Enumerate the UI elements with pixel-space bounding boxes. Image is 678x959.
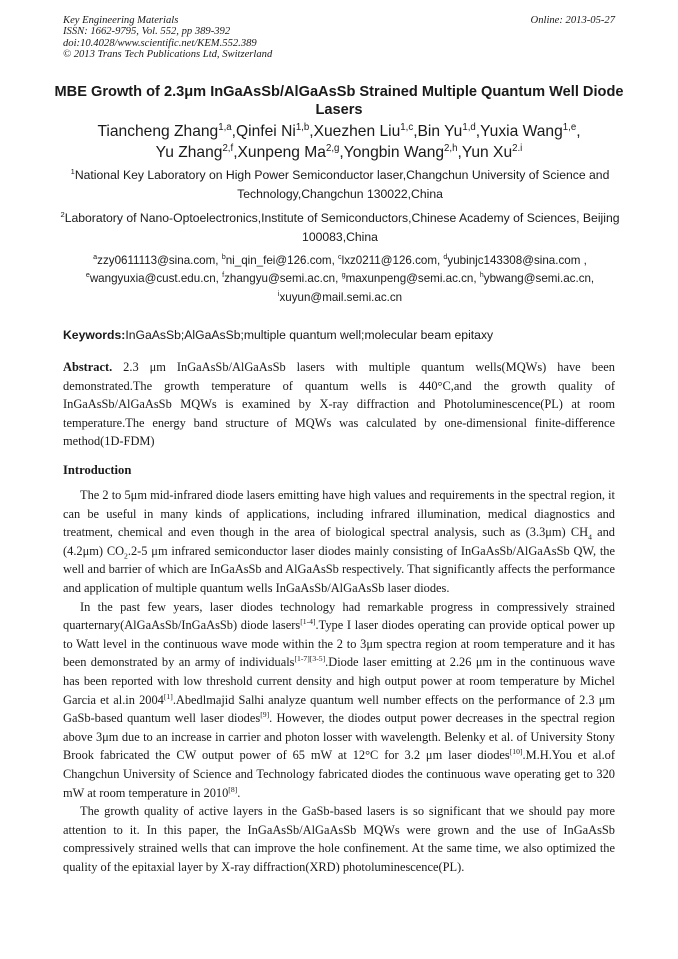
- email-address: zhangyu@semi.ac.cn,: [224, 272, 342, 286]
- author-affiliation-marker: 1,e: [562, 121, 577, 133]
- paragraph: [63, 802, 615, 876]
- author-affiliation-marker: 1,c: [400, 121, 414, 133]
- author-separator: ,: [339, 144, 344, 161]
- email-list: [55, 252, 625, 307]
- paragraph-text: .2-5 μm infrared semiconductor laser diodes mainly consisting of InGaAsSb/AlGaAsSb QW, the well and barrier of which are InGaAsSb and AlGaAsSb respectively. That significantly affects the performance and application of multiple quantum wells InGaAsSb/AlGaAsSb laser diodes.: [63, 543, 615, 595]
- affiliation-1-marker: 1: [70, 166, 75, 176]
- author-name: Xunpeng Ma: [237, 144, 326, 161]
- keywords: [63, 327, 615, 343]
- author-separator: ,: [576, 123, 581, 140]
- affiliation-2-text: Laboratory of Nano-Optoelectronics,Institute of Semiconductors,Chinese Academy of Sciences, Beijing 100083,China: [64, 211, 620, 244]
- abstract-text: 2.3 μm InGaAsSb/AlGaAsSb lasers with multiple quantum wells(MQWs) have been demonstrated.The growth temperature of quantum wells is 440°C,and the growth quality of InGaAsSb/AlGaAsSb MQWs is examined by X-ray diffraction and Photoluminescence(PL) at room temperature.The energy band structure of MQWs was calculated by one-dimensional finite-difference method(1D-FDM): [63, 360, 615, 449]
- journal-doi: doi:10.4028/www.scientific.net/KEM.552.389: [63, 37, 257, 49]
- author-separator: ,: [413, 123, 418, 140]
- author-name: Xuezhen Liu: [313, 123, 401, 140]
- email-marker: h: [479, 270, 484, 280]
- journal-copyright: © 2013 Trans Tech Publications Ltd, Switzerland: [63, 49, 273, 61]
- author-name: Yuxia Wang: [480, 123, 563, 140]
- affiliation-1: [60, 166, 620, 204]
- email-marker: b: [221, 252, 226, 262]
- journal-issn: ISSN: 1662-9795, Vol. 552, pp 389-392: [63, 26, 231, 38]
- paragraph-text: .Type I laser diodes operating can provide optical power up to Watt level in the continuous wave mode within the 2 to 3μm spectra region at room temperature and it has been demonstrated by an army of individuals: [63, 618, 616, 670]
- author-affiliation-marker: 1,d: [462, 121, 476, 133]
- email-marker: f: [222, 270, 225, 280]
- citation: [8]: [228, 784, 238, 794]
- paragraph-text: The 2 to 5μm mid-infrared diode lasers emitting have high values and requirements in the spectral region, it can be useful in many kinds of applications, including infrared illumination, medical diagnostics and treatment, chemical and even though in the area of biological spectral analysis, such as (3.3μm) CH: [63, 488, 615, 540]
- email-marker: g: [341, 270, 346, 280]
- online-date: Online: 2013-05-27: [530, 15, 615, 26]
- affiliation-2-marker: 2: [60, 209, 65, 219]
- paragraph: [63, 598, 615, 803]
- journal-header: [63, 15, 615, 61]
- paragraph-text: .: [237, 785, 241, 800]
- email-marker: d: [443, 252, 448, 262]
- author-name: Tiancheng Zhang: [97, 123, 219, 140]
- email-address: ybwang@semi.ac.cn,: [483, 272, 595, 286]
- author-name: Yu Zhang: [155, 144, 223, 161]
- author-affiliation-marker: 2,f: [222, 142, 234, 154]
- paragraph-text: In the past few years, laser diodes technology had remarkable progress in compressively strained quarternary(AlGaAsSb/InGaAsSb) diode lasers: [63, 599, 615, 633]
- email-address: xuyun@mail.semi.ac.cn: [279, 290, 403, 304]
- affiliation-1-text: National Key Laboratory on High Power Semiconductor laser,Changchun University of Science and Technology,Changchun 130022,China: [74, 168, 610, 201]
- author-affiliation-marker: 1,b: [295, 121, 310, 133]
- email-marker: i: [277, 288, 280, 298]
- author-affiliation-marker: 2,g: [325, 142, 340, 154]
- paragraph-text: .Abedlmajid Salhi analyze quantum well number effects on the performance of 2.3 μm GaSb-based quantum well laser diodes: [63, 692, 615, 726]
- author-affiliation-marker: 2,h: [444, 142, 458, 154]
- citation: [10]: [509, 747, 523, 757]
- author-separator: ,: [231, 123, 237, 140]
- paragraph-text: and (4.2μm) CO: [63, 525, 615, 558]
- author-affiliation-marker: 1,a: [218, 121, 232, 133]
- paper-title: MBE Growth of 2.3μm InGaAsSb/AlGaAsSb Strained Multiple Quantum Well Diode Lasers: [54, 84, 624, 118]
- subscript: 4: [588, 532, 592, 542]
- abstract: [63, 358, 615, 451]
- citation: [1-4]: [300, 617, 316, 627]
- abstract-label: Abstract.: [63, 360, 113, 374]
- author-affiliation-marker: 2.i: [512, 142, 523, 154]
- citation: [9]: [260, 710, 270, 719]
- introduction-heading: Introduction: [63, 463, 132, 477]
- citation: [1]: [163, 691, 173, 701]
- paragraph-text: The growth quality of active layers in the GaSb-based lasers is so significant that we should pay more attention to it. In this paper, the InGaAsSb/AlGaAsSb MQWs were grown and the use of InGaAsSb compressively strained wells that can improve the hole confinement. At the same time, we also optimized the quality of the epitaxial layer by X-ray diffraction(XRD) photoluminescence(PL).: [63, 804, 615, 874]
- paragraph-text: .Diode laser emitting at 2.26 μm in the continuous wave has been reported with low threshold current density and high output power at room temperature by Michel Garcia et al.in 2004: [63, 655, 615, 707]
- paragraph-text: .M.H.You et al.of Changchun University of Science and Technology fabricated diodes the continuous wave operating get to 320 mW at room temperature in 2010: [63, 748, 615, 800]
- email-address: maxunpeng@semi.ac.cn,: [345, 272, 480, 286]
- journal-name: Key Engineering Materials: [63, 15, 179, 26]
- paragraph-text: . However, the diodes output power decreases in the spectral region above 3μm due to an increase in carrier and photon losser with wavelength. Belenky et al. of University Stony Brook fabricated the CW output power of 65 mW at 12°C for 3.2 μm laser diodes: [63, 711, 615, 763]
- author-name: Yongbin Wang: [343, 144, 445, 161]
- affiliation-2: [60, 209, 620, 247]
- author-list: [40, 121, 638, 163]
- paragraph: [63, 486, 615, 598]
- author-name: Qinfei Ni: [236, 123, 296, 140]
- email-address: ni_qin_fei@126.com,: [225, 254, 339, 267]
- subscript: 2: [124, 551, 128, 561]
- author-separator: ,: [233, 144, 238, 161]
- email-marker: e: [85, 270, 90, 280]
- email-address: zzy0611113@sina.com,: [97, 254, 222, 267]
- email-address: yubinjc143308@sina.com ,: [447, 254, 587, 267]
- email-address: lxz0211@126.com,: [341, 254, 444, 267]
- citation: [1-7][3-5]: [294, 654, 326, 664]
- author-name: Bin Yu: [417, 123, 463, 140]
- author-separator: ,: [309, 123, 314, 140]
- keywords-text: InGaAsSb;AlGaAsSb;multiple quantum well;molecular beam epitaxy: [125, 328, 494, 342]
- author-name: Yun Xu: [461, 144, 513, 161]
- introduction-body: [63, 486, 615, 876]
- author-separator: ,: [475, 123, 481, 140]
- keywords-label: Keywords:: [63, 328, 126, 342]
- email-marker: c: [338, 252, 342, 262]
- author-separator: ,: [457, 144, 462, 161]
- email-address: wangyuxia@cust.edu.cn,: [89, 272, 223, 286]
- email-marker: a: [93, 252, 98, 262]
